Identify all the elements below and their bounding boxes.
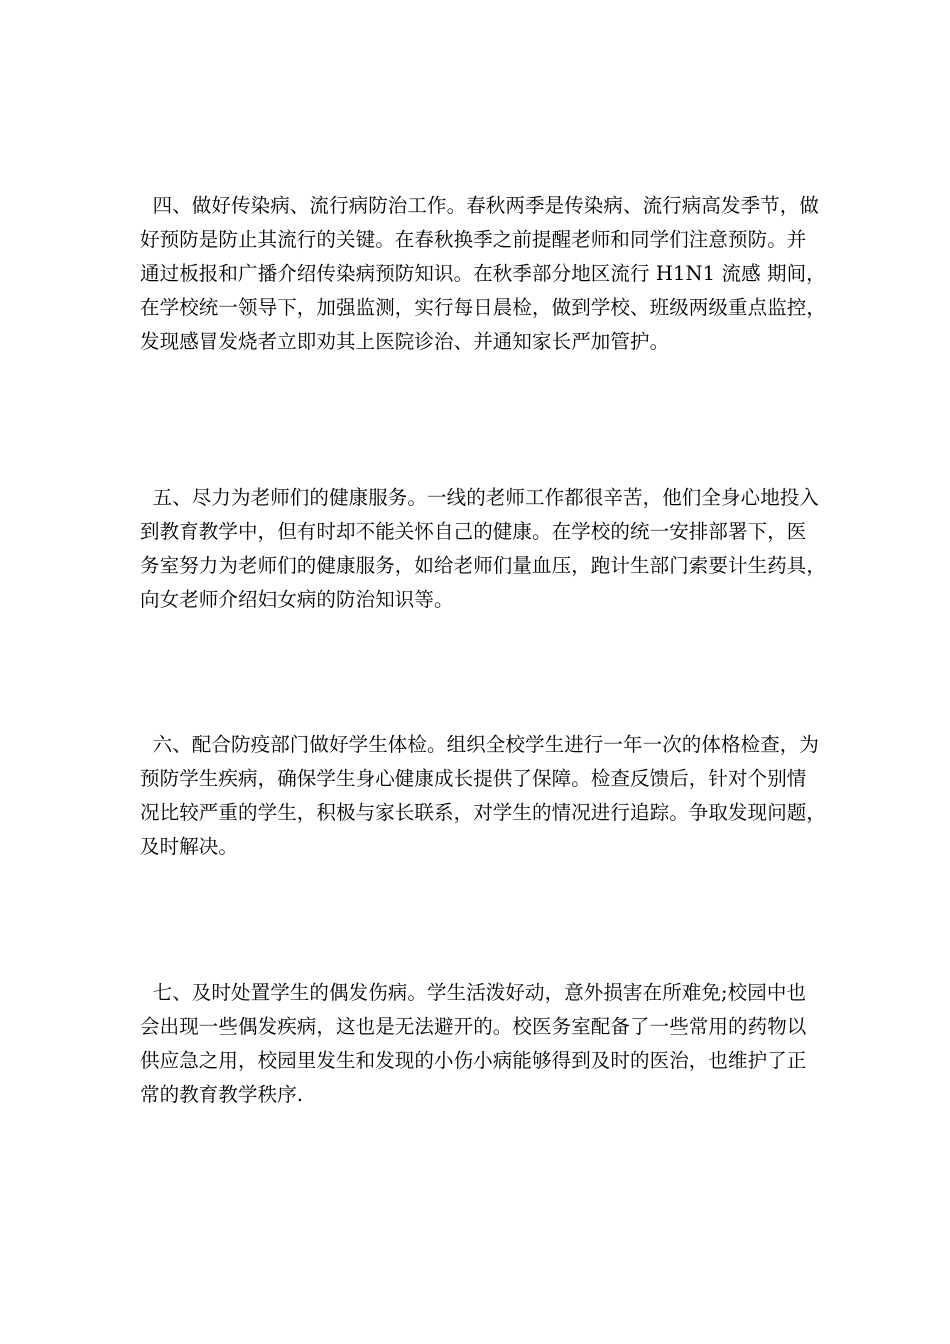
paragraph-line: 供应急之用，校园里发生和发现的小伤小病能够得到及时的医治，也维护了正 <box>140 1049 807 1072</box>
paragraph-line: 向女老师介绍妇女病的防治知识等。 <box>140 588 454 611</box>
paragraph-student-injury-handling <box>140 976 812 1112</box>
paragraph-line: 发现感冒发烧者立即劝其上医院诊治、并通知家长严加管护。 <box>140 330 670 353</box>
paragraph-line: 好预防是防止其流行的关键。在春秋换季之前提醒老师和同学们注意预防。并 <box>140 228 807 251</box>
paragraph-line: 四、做好传染病、流行病防治工作。春秋两季是传染病、流行病高发季节，做 <box>140 194 819 217</box>
paragraph-teacher-health-service <box>140 481 827 617</box>
paragraph-line: 务室努力为老师们的健康服务，如给老师们量血压，跑计生部门索要计生药具， <box>140 554 827 577</box>
paragraph-infectious-disease-prevention <box>140 189 827 359</box>
paragraph-line: 况比较严重的学生，积极与家长联系，对学生的情况进行追踪。争取发现问题， <box>140 801 827 824</box>
paragraph-line: 六、配合防疫部门做好学生体检。组织全校学生进行一年一次的体格检查，为 <box>140 733 819 756</box>
paragraph-line: 会出现一些偶发疾病，这也是无法避开的。校医务室配备了一些常用的药物以 <box>140 1015 807 1038</box>
paragraph-line: 七、及时处置学生的偶发伤病。学生活泼好动，意外损害在所难免;校园中也 <box>140 981 807 1004</box>
paragraph-line: 到教育教学中，但有时却不能关怀自己的健康。在学校的统一安排部署下，医 <box>140 520 807 543</box>
paragraph-line: 在学校统一领导下，加强监测，实行每日晨检，做到学校、班级两级重点监控， <box>140 296 827 319</box>
paragraph-student-physical-exam <box>140 728 827 864</box>
paragraph-line: 通过板报和广播介绍传染病预防知识。在秋季部分地区流行 H1N1 流感 期间， <box>140 262 826 285</box>
paragraph-line: 预防学生疾病，确保学生身心健康成长提供了保障。检查反馈后，针对个别情 <box>140 767 807 790</box>
paragraph-line: 常的教育教学秩序. <box>140 1083 304 1106</box>
paragraph-line: 及时解决。 <box>140 835 239 858</box>
paragraph-line: 五、尽力为老师们的健康服务。一线的老师工作都很辛苦，他们全身心地投入 <box>140 486 819 509</box>
